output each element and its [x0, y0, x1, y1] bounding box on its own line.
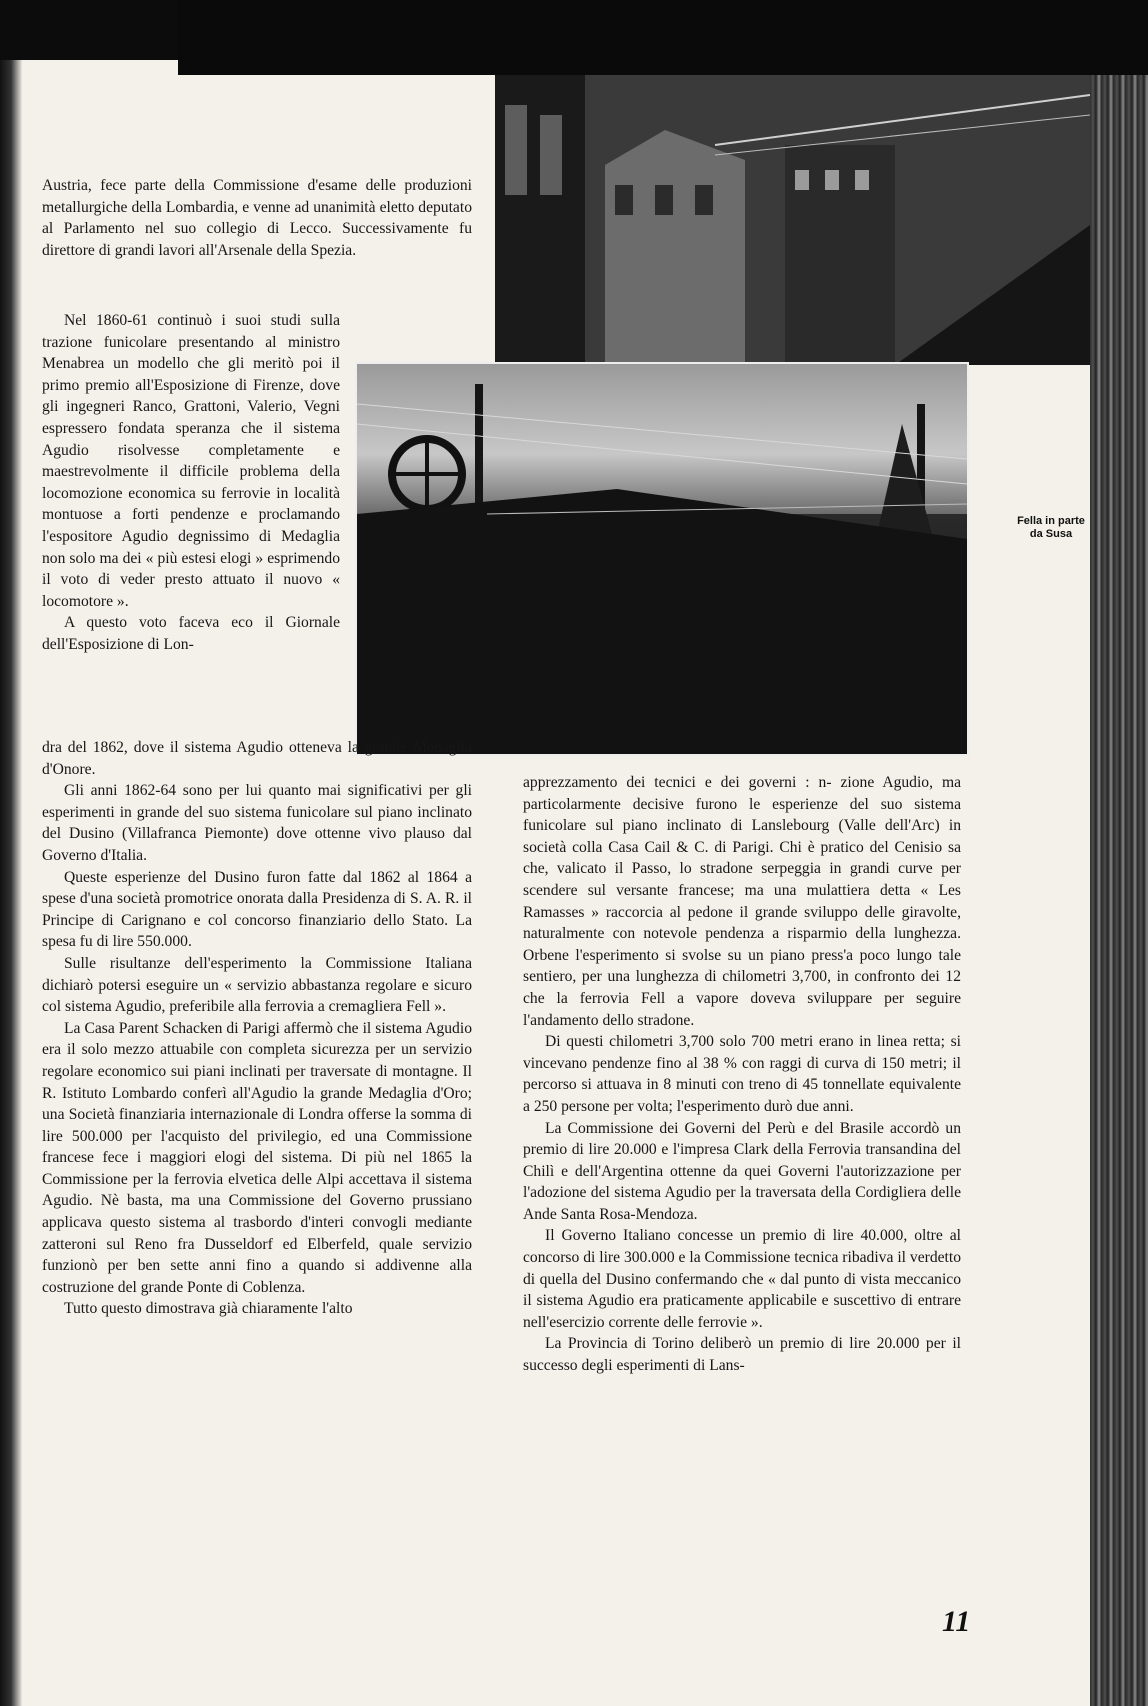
- photo-caption: [1010, 515, 1092, 541]
- paragraph: apprezzamento dei tecnici e dei governi : n- zione Agudio, ma particolarmente decisive furono le esperienze del suo sistema funicolare sul piano inclinato di Lanslebourg (Valle dell'Arc) in società colla Casa Cail & C. di Parigi. Chi è pratico del Cenisio sa che, valicato il Passo, lo stradone serpeggia in grandi curve per scendere sul versante francese; ma una mulattiera detta « Les Ramasses » raccorcia al pedone il grande sviluppo delle giravolte, naturalmente con notevole pendenza a risparmio della lunghezza. Orbene l'esperimento si svolse su un piano press'a poco lungo tale sentiero, per una lunghezza di chilometri 3,700, in confronto dei 12 che la ferrovia Fell a vapore doveva sviluppare per seguire l'andamento dello stradone.: [523, 774, 961, 1029]
- paragraph: La Provincia di Torino deliberò un premio di lire 20.000 per il successo degli esperimenti di Lans-: [523, 1335, 961, 1375]
- photo-railway-scene: [355, 362, 969, 756]
- paragraph: Nel 1860-61 continuò i suoi studi sulla trazione funicolare presentando al ministro Menabrea un modello che gli meritò poi il primo premio all'Esposizione di Firenze, dove gli ingegneri Ranco, Grattoni, Valerio, Vegni espressero fondata speranza che il sistema Agudio risolvesse completamente e maestrevolmente il difficile problema della locomozione economica su ferrovie in località montuose a forti pendenze e proclamando l'espositore Agudio degnissimo di Medaglia non solo ma dei « più estesi elogi » esprimendo il voto di veder presto attuato il nuovo « locomotore ».: [42, 312, 340, 610]
- left-column-wrapped: [42, 310, 340, 656]
- paragraph: La Commissione dei Governi del Perù e del Brasile accordò un premio di lire 20.000 e l'impresa Clark della Ferrovia transandina del Chilì e dell'Argentina ottenne da quei Governi l'autorizzazione per l'adozione del sistema Agudio per la traversata della Cordigliera delle Ande Santa Rosa-Mendoza.: [523, 1119, 961, 1223]
- page-number: 11: [942, 1605, 971, 1638]
- right-column: [523, 772, 961, 1377]
- railway-scene-illustration: [357, 364, 967, 754]
- top-left-dark-corner: [0, 0, 178, 60]
- top-right-dark-area: [178, 0, 1148, 75]
- paragraph: Austria, fece parte della Commissione d'esame delle produzioni metallurgiche della Lombardia, e venne ad unanimità eletto deputato al Parlamento nel suo collegio di Lecco. Successivamente fu direttore di grandi lavori all'Arsenale della Spezia.: [42, 177, 472, 259]
- paragraph: Queste esperienze del Dusino furon fatte dal 1862 al 1864 a spese d'una società promotrice onorata dalla Presidenza di S. A. R. il Principe di Carignano e col concorso finanziario dello Stato. La spesa fu di lire 550.000.: [42, 868, 472, 951]
- left-column-bottom: [42, 737, 472, 1320]
- town-street-illustration: [495, 75, 1090, 365]
- paragraph: Il Governo Italiano concesse un premio di lire 40.000, oltre al concorso di lire 300.000 e la Commissione tecnica ribadiva il verdetto di quella del Dusino confermando che « dal punto di vista meccanico il sistema Agudio era praticamente applicabile e suscettivo di entrare nell'esercizio corrente delle ferrovie ».: [523, 1227, 961, 1331]
- photo-caption-line-2: da Susa: [1029, 528, 1073, 540]
- photo-caption-line-1: Fella in parte: [1017, 515, 1085, 527]
- right-page-stack-edge: [1090, 75, 1148, 1706]
- paragraph: Tutto questo dimostrava già chiaramente l'alto: [64, 1300, 353, 1318]
- paragraph: Gli anni 1862-64 sono per lui quanto mai significativi per gli esperimenti in grande del suo sistema funicolare sul piano inclinato del Dusino (Villafranca Piemonte) dove ottenne vivo plauso dal Governo d'Italia.: [42, 782, 472, 864]
- photo-town-street: [495, 75, 1090, 365]
- paragraph: Di questi chilometri 3,700 solo 700 metri erano in linea retta; si vincevano pendenze fino al 38 % con raggi di curva di 150 metri; il percorso si attuava in 8 minuti con treno di 45 tonnellate equivalente a 250 persone per volta; l'esperimento durò due anni.: [523, 1033, 961, 1115]
- paragraph: dra del 1862, dove il sistema Agudio otteneva la grande Medaglia d'Onore.: [42, 739, 472, 778]
- paragraph: Sulle risultanze dell'esperimento la Commissione Italiana dichiarò potersi eseguire un « servizio abbastanza regolare e sicuro col sistema Agudio, preferibile alla ferrovia a cremagliera Fell ».: [42, 954, 472, 1016]
- left-binding-shadow: [0, 60, 22, 1706]
- paragraph: A questo voto faceva eco il Giornale dell'Esposizione di Lon-: [42, 614, 340, 653]
- paragraph: La Casa Parent Schacken di Parigi affermò che il sistema Agudio era il solo mezzo attuabile con completa sicurezza per un servizio regolare economico sui piani inclinati per traversate di montagne. Il R. Istituto Lombardo conferì all'Agudio la grande Medaglia d'Oro; una Società finanziaria internazionale di Londra offerse la somma di lire 500.000 per l'acquisto del privilegio, ed una Commissione francese fece i maggiori elogi del sistema. Di più nel 1865 la Commissione per la ferrovia elvetica delle Alpi accettava il sistema Agudio. Nè basta, ma una Commissione del Governo prussiano applicava questo sistema al trasbordo d'interi convogli mediante zatteroni sul Reno fra Dusseldorf ed Elberfeld, quale servizio funzionò per ben sette anni fino a quando si addivenne alla costruzione del grande Ponte di Coblenza.: [42, 1019, 472, 1296]
- left-column-top: [42, 175, 472, 261]
